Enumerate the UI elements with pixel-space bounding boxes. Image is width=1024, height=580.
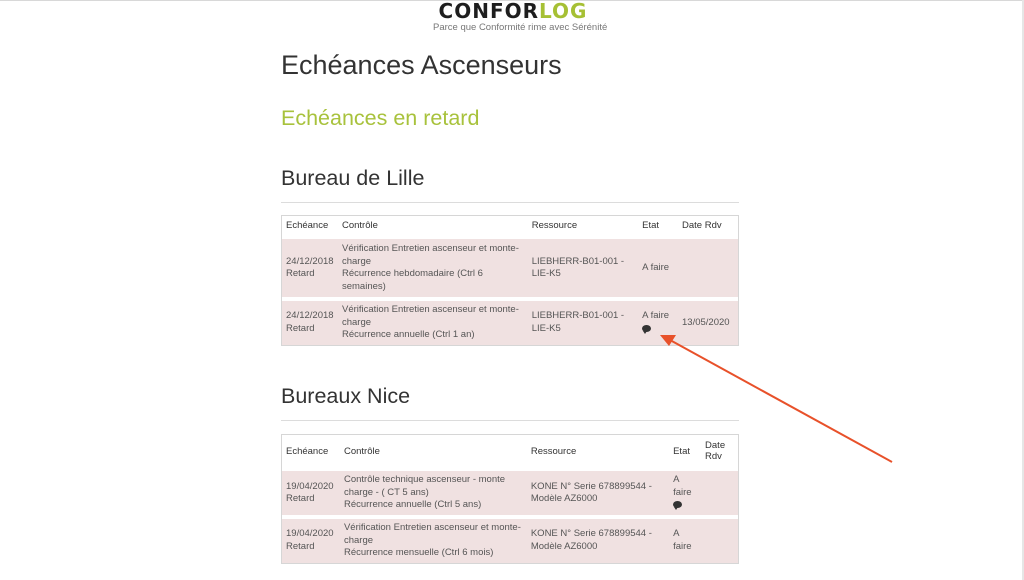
col-echeance[interactable]: Echéance <box>282 216 338 235</box>
control-name: Vérification Entretien ascenseur et monte-charge <box>343 522 521 546</box>
due-date: 19/04/2020 <box>286 528 334 540</box>
due-date: 24/12/2018 <box>286 310 334 322</box>
col-date-rdv[interactable]: Date Rdv <box>701 435 738 467</box>
state-text: A faire <box>673 474 692 498</box>
col-date-rdv[interactable]: Date Rdv <box>678 216 738 235</box>
logo-part-b: LOG <box>539 0 588 23</box>
logo-part-a: CONFOR <box>438 0 540 23</box>
control-recurrence: Récurrence hebdomadaire (Ctrl 6 semaines) <box>341 268 483 292</box>
section-title-lille: Bureau de Lille <box>281 166 425 190</box>
due-date: 24/12/2018 <box>286 255 334 267</box>
control-name: Vérification Entretien ascenseur et monte-charge <box>341 304 519 328</box>
col-etat[interactable]: Etat <box>669 435 701 467</box>
state-text: A faire <box>642 310 670 322</box>
late-section-title: Echéances en retard <box>281 106 480 130</box>
col-echeance[interactable]: Echéance <box>282 435 340 467</box>
cell-ressource: LIEBHERR-B01-001 - LIE-K5 <box>528 297 638 345</box>
state-text: A faire <box>673 528 692 552</box>
due-status: Retard <box>286 540 315 552</box>
cell-date-rdv: 13/05/2020 <box>678 297 738 345</box>
logo-tagline: Parce que Conformité rime avec Sérénité <box>433 22 608 33</box>
col-etat[interactable]: Etat <box>638 216 678 235</box>
col-ressource[interactable]: Ressource <box>528 216 638 235</box>
arrow-head <box>660 335 676 346</box>
due-date: 19/04/2020 <box>286 480 334 492</box>
page-title: Echéances Ascenseurs <box>281 50 562 80</box>
due-status: Retard <box>286 322 315 334</box>
cell-ressource: KONE N° Serie 678899544 - Modèle AZ6000 <box>527 467 669 515</box>
cell-ressource: KONE N° Serie 678899544 - Modèle AZ6000 <box>527 515 669 563</box>
col-controle[interactable]: Contrôle <box>338 216 528 235</box>
control-name: Contrôle technique ascenseur - monte charge - ( CT 5 ans) <box>343 474 506 498</box>
due-status: Retard <box>286 268 315 279</box>
section-title-nice: Bureaux Nice <box>281 384 411 408</box>
control-name: Vérification Entretien ascenseur et monte-charge <box>341 243 519 267</box>
due-status: Retard <box>286 493 315 504</box>
control-recurrence: Récurrence annuelle (Ctrl 5 ans) <box>343 499 482 511</box>
control-recurrence: Récurrence annuelle (Ctrl 1 an) <box>341 329 475 340</box>
col-controle[interactable]: Contrôle <box>340 435 527 467</box>
control-recurrence: Récurrence mensuelle (Ctrl 6 mois) <box>343 547 494 558</box>
state-text: A faire <box>642 261 670 273</box>
cell-ressource: LIEBHERR-B01-001 - LIE-K5 <box>528 235 638 297</box>
col-ressource[interactable]: Ressource <box>527 435 669 467</box>
arrow-shaft <box>670 340 892 462</box>
